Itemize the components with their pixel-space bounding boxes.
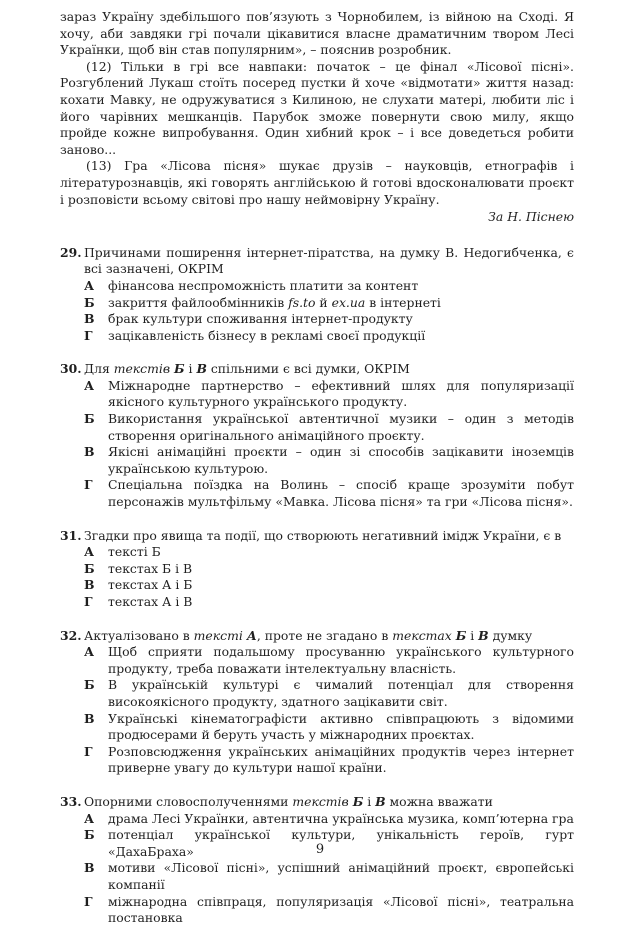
answer-option-text: [108, 444, 574, 477]
answer-option-text-segment: драма Лесі Українки, автентична українська музика, комп’ютерна гра: [108, 810, 574, 826]
answer-option-text: [108, 644, 574, 677]
question-number: 29.: [60, 244, 82, 260]
question-text-segment: можна вважати: [385, 793, 493, 809]
question-text: [84, 628, 574, 645]
answer-option-text-segment: Спеціальна поїздка на Волинь – спосіб краще зрозуміти побут персонажів мультфільму «Мавка. Лісова пісня» та гри «Лісова пісня».: [108, 477, 574, 510]
answer-option-text-segment: Щоб сприяти подальшому просуванню українського культурного продукту, треба поважати інтелектуальну власність.: [108, 644, 574, 676]
question-text-segment: спільними є всі думки, ОКРІМ: [206, 361, 410, 377]
question-text-segment: текстів: [292, 793, 353, 809]
answer-option-text-segment: текстах А і Б: [108, 577, 193, 593]
question-stem: [60, 628, 574, 645]
answer-option-letter: Б: [84, 411, 95, 427]
answer-option: [60, 744, 574, 777]
answer-option-text: [108, 577, 574, 594]
answer-option: [60, 444, 574, 477]
answer-option-letter: Г: [84, 477, 93, 493]
answer-option-letter: Б: [84, 294, 95, 310]
passage: [60, 9, 574, 226]
question-stem: [60, 794, 574, 811]
answer-option: [60, 477, 574, 510]
answer-option: [60, 677, 574, 710]
answer-option: [60, 295, 574, 312]
answer-option-text: [108, 594, 574, 611]
answer-option-text-segment: Якісні анімаційні проєкти – один зі способів зацікавити іноземців українською культурою.: [108, 444, 574, 476]
answer-option-text-segment: в інтернеті: [365, 294, 441, 310]
question-text-segment: текстів: [113, 361, 174, 377]
answer-option-text: [108, 295, 574, 312]
answer-option-text-segment: зацікавленість бізнесу в рекламі своєї продукції: [108, 327, 426, 343]
passage-source: За Н. Піснею: [488, 209, 574, 225]
answer-option: [60, 894, 574, 927]
answer-option-text: [108, 411, 574, 444]
question-29: [60, 245, 574, 345]
question-number: 30.: [60, 361, 82, 377]
question-text-segment: А: [246, 627, 257, 643]
question-text-segment: В: [196, 361, 207, 377]
questions-list: [60, 245, 574, 927]
answer-option: [60, 811, 574, 828]
answer-option-text: [108, 894, 574, 927]
answer-option-letter: В: [84, 444, 95, 460]
answer-option: [60, 594, 574, 611]
answer-option: [60, 311, 574, 328]
question-number: 32.: [60, 627, 82, 643]
answer-option-text: [108, 744, 574, 777]
answer-option: [60, 577, 574, 594]
question-text-segment: Згадки про явища та події, що створюють негативний імідж України, є в: [84, 527, 562, 543]
answer-option-letter: А: [84, 377, 95, 393]
answer-option-text-segment: й: [315, 294, 332, 310]
question-30: [60, 361, 574, 510]
answer-option-text-segment: текстах Б і В: [108, 560, 193, 576]
question-text: [84, 245, 574, 278]
answer-option-letter: Г: [84, 327, 93, 343]
answer-option-text-segment: фінансова неспроможність платити за контент: [108, 277, 419, 293]
answer-option-letter: А: [84, 810, 95, 826]
question-text-segment: Опорними словосполученнями: [84, 793, 293, 809]
answer-option: [60, 378, 574, 411]
question-text-segment: Б: [174, 361, 185, 377]
answer-option-letter: Б: [84, 677, 95, 693]
answer-option-letter: Б: [84, 827, 95, 843]
answer-option: [60, 411, 574, 444]
answer-option: [60, 278, 574, 295]
question-text-segment: і: [184, 361, 197, 377]
question-stem: [60, 245, 574, 278]
question-text: [84, 361, 574, 378]
answer-option-text-segment: fs.to: [288, 294, 316, 310]
question-text-segment: Б: [455, 627, 467, 643]
question-text-segment: Причинами поширення інтернет-піратства, на думку В. Недогибченка, є всі зазначені, ОКРІМ: [84, 244, 574, 277]
answer-option-text: [108, 860, 574, 893]
question-text-segment: і: [466, 627, 479, 643]
question-text-segment: тексті: [193, 627, 247, 643]
answer-option-text-segment: Міжнародне партнерство – ефективний шлях для популяризації якісного культурного українського продукту.: [108, 377, 574, 410]
answer-option-text-segment: Використання української автентичної музики – один з методів створення оригінального анімаційного проєкту.: [108, 411, 574, 443]
answer-option-text-segment: закриття файлообмінників: [108, 294, 289, 310]
answer-option-letter: В: [84, 577, 95, 593]
answer-option: [60, 561, 574, 578]
answer-option-text-segment: тексті Б: [108, 544, 161, 560]
answer-option-text: [108, 561, 574, 578]
answer-option-letter: Г: [84, 594, 93, 609]
answer-option-text-segment: міжнародна співпраця, популяризація «Лісової пісні», театральна постановка: [108, 893, 574, 926]
answer-option-letter: В: [84, 710, 95, 726]
answer-option-text: [108, 477, 574, 510]
answer-option-text: [108, 677, 574, 710]
answer-option-letter: А: [84, 544, 95, 560]
question-text-segment: Актуалізовано в: [84, 627, 194, 643]
question-text-segment: текстах: [392, 627, 456, 643]
answer-option-text-segment: мотиви «Лісової пісні», успішний анімаційний проєкт, європейські компанії: [108, 860, 574, 892]
question-text-segment: , проте не згадано в: [256, 627, 393, 643]
passage-paragraph-13: (13) Гра «Лісова пісня» шукає друзів – науковців, етнографів і літературознавців, які говорять англійською й готові вдосконалювати проєкт і розповісти всьому світові про нашу неймовірну Україну.: [60, 158, 574, 207]
answer-option-text: [108, 311, 574, 328]
answer-option-text-segment: Розповсюдження українських анімаційних продуктів через інтернет приверне увагу до культури нашої країни.: [108, 743, 574, 776]
question-32: [60, 628, 574, 777]
answer-option: [60, 328, 574, 345]
question-33: [60, 794, 574, 927]
question-text-segment: і: [363, 793, 376, 809]
question-31: [60, 528, 574, 611]
answer-option-text-segment: потенціал української культури, унікальність героїв, гурт «ДахаБраха»: [108, 827, 574, 859]
question-text-segment: Для: [84, 361, 114, 377]
answer-option: [60, 711, 574, 744]
question-stem: [60, 528, 574, 545]
question-stem: [60, 361, 574, 378]
answer-option-letter: Г: [84, 893, 93, 909]
answer-option-text-segment: В українській культурі є чималий потенціал для створення високоякісного продукту, здатного зацікавити світ.: [108, 677, 574, 709]
answer-option-letter: Г: [84, 743, 93, 759]
passage-paragraph-continued: зараз Україну здебільшого пов’язують з Чорнобилем, із війною на Сході. Я хочу, аби завдяки грі почали цікавитися власне драматичним твором Лесі Українки, щоб він став популярним», – пояснив розробник.: [60, 9, 574, 58]
answer-option: [60, 644, 574, 677]
answer-option-letter: В: [84, 311, 95, 327]
question-text: [84, 794, 574, 811]
question-number: 31.: [60, 527, 82, 543]
answer-option: [60, 544, 574, 561]
answer-option-text: [108, 544, 574, 561]
answer-option-letter: А: [84, 644, 95, 660]
question-text: [84, 528, 574, 545]
answer-option-letter: А: [84, 277, 95, 293]
answer-option-text-segment: текстах А і В: [108, 594, 193, 609]
answer-option-letter: Б: [84, 560, 95, 576]
question-number: 33.: [60, 793, 82, 809]
answer-option-text: [108, 278, 574, 295]
answer-option-text: [108, 378, 574, 411]
question-text-segment: В: [375, 793, 386, 809]
answer-option-text-segment: Українські кінематографісти активно співпрацюють з відомими продюсерами й беруть участь у міжнародних проєктах.: [108, 710, 574, 743]
answer-option-letter: В: [84, 860, 95, 876]
answer-option-text: [108, 711, 574, 744]
answer-option-text: [108, 811, 574, 828]
answer-option: [60, 860, 574, 893]
answer-option-text-segment: брак культури споживання інтернет-продукту: [108, 311, 413, 327]
question-text-segment: Б: [352, 793, 364, 809]
passage-paragraph-12: (12) Тільки в грі все навпаки: початок – це фінал «Лісової пісні». Розгублений Лукаш стоїть посеред пустки й хоче «відмотати» життя назад: кохати Мавку, не одружуватися з Килиною, не слухати матері, любити ліс і його чарівних мешканців. Парубок зможе повернути свою милу, якщо пройде кожне випробування. Один хибний крок – і все доведеться робити заново...: [60, 58, 574, 157]
document-page: [60, 9, 574, 927]
question-text-segment: думку: [488, 627, 533, 643]
question-text-segment: В: [478, 627, 489, 643]
page-number: 9: [315, 842, 325, 857]
answer-option-text-segment: ex.ua: [331, 294, 366, 310]
answer-option-text: [108, 328, 574, 345]
